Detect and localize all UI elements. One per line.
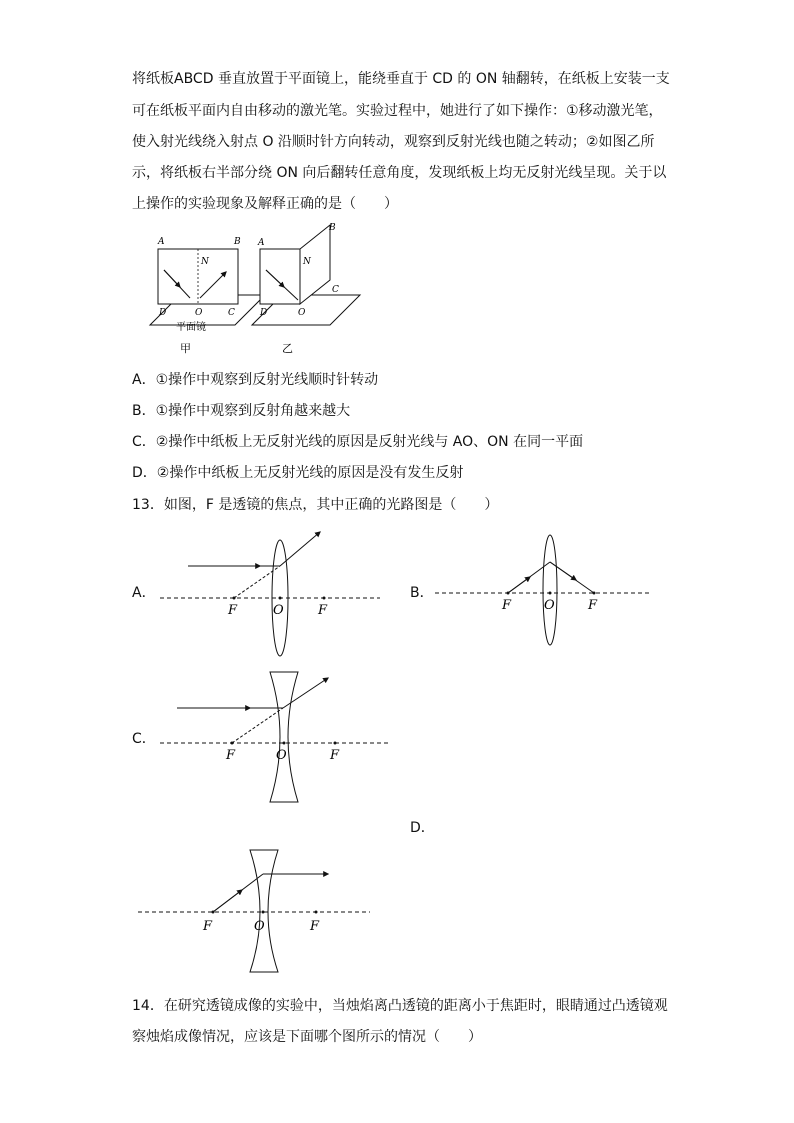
fig-c-focus-right (334, 742, 337, 745)
q13-label-b: B． (410, 585, 434, 601)
fig-b-label-F1: F (502, 598, 512, 613)
fig-c-label-F1: F (226, 748, 236, 763)
jia-label-O: O (195, 308, 203, 318)
jia-mirror-label: 平面镜 (176, 322, 206, 333)
q12-stem-line-1: 将纸板ABCD 垂直放置于平面镜上，能绕垂直于 CD 的 ON 轴翻转，在纸板上安装一支 (132, 71, 670, 87)
jia-label-D: D (159, 308, 167, 318)
q14-stem-line-1: 14．在研究透镜成像的实验中，当烛焰离凸透镜的距离小于焦距时，眼睛通过凸透镜观 (132, 998, 668, 1014)
fig-b-center (549, 592, 552, 595)
fig-a-extension (234, 566, 280, 598)
fig-b-refracted-ray-arrow (550, 562, 576, 580)
fig-d-focus-left (212, 911, 215, 914)
yi-label-B: B (329, 223, 336, 233)
q12-stem-line-4: 示，将纸板右半部分绕 ON 向后翻转任意角度，发现纸板上均无反射光线呈现。关于以 (132, 165, 667, 181)
fig-a-refracted-ray (280, 532, 320, 566)
fig-b-label-O: O (544, 598, 555, 613)
fig-b-label-F2: F (588, 598, 598, 613)
yi-caption: 乙 (282, 342, 293, 355)
fig-a-center (279, 597, 282, 600)
q12-stem-line-3: 使入射光线绕入射点 O 沿顺时针方向转动，观察到反射光线也随之转动；②如图乙所 (132, 134, 655, 150)
fig-d-label-O: O (254, 919, 265, 934)
fig-c-label-F2: F (330, 748, 340, 763)
fig-d-incident-ray-arrow (213, 890, 242, 912)
fig-a-focus-left (233, 597, 236, 600)
fig-b-focus-left (507, 592, 510, 595)
jia-label-A: A (158, 237, 165, 247)
q12-stem-line-2: 可在纸板平面内自由移动的激光笔。实验过程中，她进行了如下操作：①移动激光笔， (132, 103, 663, 119)
fig-d-label-F2: F (310, 919, 320, 934)
q12-option-d: D．②操作中纸板上无反射光线的原因是没有发生反射 (132, 465, 464, 481)
fig-a-label-O: O (273, 603, 284, 618)
yi-label-C: C (332, 285, 339, 295)
q13-label-c: C． (132, 731, 156, 747)
jia-label-N: N (201, 257, 209, 267)
fig-b-convex-lens (543, 535, 557, 645)
yi-label-O: O (298, 308, 306, 318)
q12-stem-line-5: 上操作的实验现象及解释正确的是（ ） (132, 196, 398, 212)
fig-c-refracted-ray (283, 678, 328, 708)
fig-c-focus-left (231, 742, 234, 745)
q13-figure-d (130, 840, 380, 975)
fig-a-label-F2: F (318, 603, 328, 618)
fig-b-incident-ray-arrow (508, 577, 530, 593)
fig-d-center (262, 911, 265, 914)
jia-caption: 甲 (180, 342, 191, 355)
q14-stem-line-2: 察烛焰成像情况，应该是下面哪个图所示的情况（ ） (132, 1029, 482, 1045)
jia-label-B: B (234, 237, 241, 247)
fig-b-focus-right (593, 592, 596, 595)
yi-label-D: D (260, 308, 268, 318)
yi-label-A: A (258, 238, 265, 248)
q13-stem: 13．如图，F 是透镜的焦点，其中正确的光路图是（ ） (132, 497, 499, 513)
fig-d-label-F1: F (203, 919, 213, 934)
fig-c-concave-lens (270, 672, 298, 802)
q12-figure (140, 220, 370, 360)
jia-label-C: C (228, 308, 235, 318)
q13-label-d: D． (410, 820, 435, 836)
fig-d-focus-right (315, 911, 318, 914)
q12-option-c: C．②操作中纸板上无反射光线的原因是反射光线与 AO、ON 在同一平面 (132, 434, 584, 450)
q12-option-b: B．①操作中观察到反射角越来越大 (132, 403, 351, 419)
yi-label-N: N (303, 257, 311, 267)
q13-figure-a (150, 530, 390, 655)
fig-c-label-O: O (276, 748, 287, 763)
q13-figure-c (150, 670, 400, 805)
fig-a-label-F1: F (228, 603, 238, 618)
fig-a-focus-right (323, 597, 326, 600)
fig-c-center (283, 742, 286, 745)
fig-c-extension (232, 708, 283, 743)
q12-option-a: A．①操作中观察到反射光线顺时针转动 (132, 372, 379, 388)
q13-label-a: A． (132, 585, 156, 601)
q13-figure-b (430, 530, 670, 655)
